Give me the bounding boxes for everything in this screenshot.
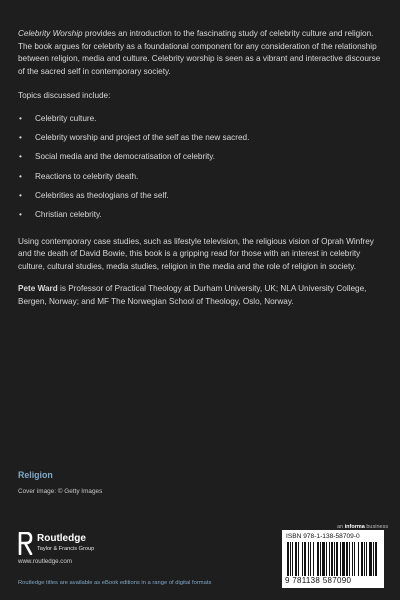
informa-name: informa (344, 524, 365, 530)
topics-heading: Topics discussed include: (18, 91, 111, 101)
ebook-note: Routledge titles are available as eBook editions in a range of digital formats (18, 580, 212, 586)
informa-suffix: business (364, 524, 389, 530)
informa-prefix: an (337, 524, 345, 530)
intro-text: provides an introduction to the fascinating study of celebrity culture and religion. The book argues for celebrity as a foundational component for any consideration of the relationship between religion, media and culture. Celebrity worship is seen as a vibrant and interactive discourse of the sacred self in contemporary society. (18, 29, 381, 76)
routledge-r-icon (18, 532, 33, 555)
publisher-group: Taylor & Francis Group (37, 546, 95, 552)
author-bio-text: is Professor of Practical Theology at Durham University, UK; NLA University College, Bergen, Norway; and MF The Norwegian School of Theology, Oslo, Norway. (18, 284, 367, 306)
cover-credit: Cover image: © Getty Images (18, 488, 103, 495)
routledge-logo (18, 531, 148, 565)
topic-item: • Celebrity culture. (18, 113, 384, 126)
topic-item: • Celebrity worship and project of the self as the new sacred. (18, 132, 384, 145)
publisher-url: www.routledge.com (18, 558, 72, 565)
topic-item: • Social media and the democratisation of celebrity. (18, 151, 384, 164)
barcode-icon (286, 542, 380, 576)
intro-paragraph (18, 28, 384, 78)
isbn-label: ISBN 978-1-138-58709-0 (286, 533, 360, 540)
topic-item: • Reactions to celebrity death. (18, 171, 384, 184)
barcode-digits: 9 781138 587090 (285, 576, 352, 585)
author-name: Pete Ward (18, 284, 58, 294)
isbn-barcode (282, 530, 384, 588)
summary-paragraph: Using contemporary case studies, such as lifestyle television, the religious vision of Oprah Winfrey and the death of David Bowie, this book is a gripping read for those with an interest in celebrity culture, cultural studies, media studies, religion in the media and the role of religion in society. (18, 236, 374, 271)
publisher-name: Routledge (37, 533, 86, 544)
topic-item: • Christian celebrity. (18, 209, 384, 222)
subject-category: Religion (18, 470, 53, 480)
topic-item: • Celebrities as theologians of the self. (18, 190, 384, 203)
book-title: Celebrity Worship (18, 29, 83, 38)
topics-list (18, 113, 384, 222)
back-cover-text (18, 28, 384, 318)
author-bio (18, 283, 384, 308)
